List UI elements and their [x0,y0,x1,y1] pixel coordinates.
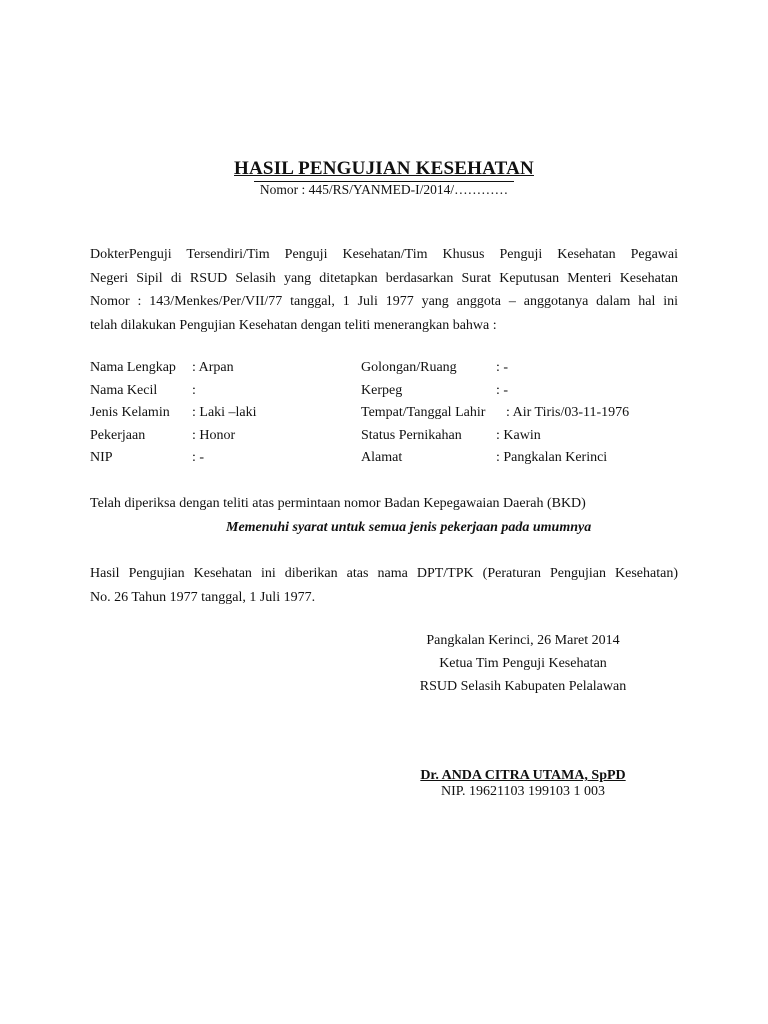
intro-line: Nomor : 143/Menkes/Per/VII/77 tanggal, 1 Juli 1977 yang anggota – anggotanya dalam hal ini [90,294,678,309]
field-label: NIP [90,450,113,465]
field-value: : - [496,360,509,375]
field-label: Status Pernikahan [361,427,462,443]
signer-institution: RSUD Selasih Kabupaten Pelalawan [419,679,627,694]
field-value: : Laki –laki [192,405,257,420]
title-block [0,158,768,180]
field-value: : Kawin [496,427,541,443]
field-value: : - [192,450,205,465]
identity-row [90,402,690,425]
field-value: : Air Tiris/03-11-1976 [506,405,630,420]
intro-line: Negeri Sipil di RSUD Selasih yang ditetapkan berdasarkan Surat Keputusan Menteri Kesehatan [90,270,678,286]
field-label: Kerpeg [361,382,403,398]
result-statement: Memenuhi syarat untuk semua jenis pekerjaan pada umumnya [226,520,592,535]
field-label: Jenis Kelamin [90,405,170,420]
identity-row [90,447,690,470]
intro-paragraph [90,243,678,337]
signer-nip: NIP. 19621103 199103 1 003 [441,784,605,799]
field-value: : Honor [192,427,236,443]
intro-line: telah dilakukan Pengujian Kesehatan dengan teliti menerangkan bahwa : [90,317,497,333]
identity-row [90,357,690,380]
document-title: HASIL PENGUJIAN KESEHATAN [234,158,534,179]
identity-row [90,380,690,403]
identity-table [90,357,690,470]
signature-block [398,629,648,698]
field-value: : Pangkalan Kerinci [496,450,608,465]
signer-name: Dr. ANDA CITRA UTAMA, SpPD [420,768,626,783]
field-label: Alamat [361,450,403,465]
document-number: Nomor : 445/RS/YANMED-I/2014/………… [254,181,514,198]
intro-line: DokterPenguji Tersendiri/Tim Penguji Kesehatan/Tim Khusus Penguji Kesehatan Pegawai [90,247,678,262]
place-date: Pangkalan Kerinci, 26 Maret 2014 [426,633,620,648]
field-value: : - [496,382,509,398]
identity-row [90,425,690,448]
nomor-block [0,181,768,199]
closing-paragraph [90,562,678,609]
field-value: : Arpan [192,360,234,375]
field-label: Pekerjaan [90,427,146,443]
examined-statement: Telah diperiksa dengan teliti atas permintaan nomor Badan Kepegawaian Daerah (BKD) [90,496,586,511]
field-value: : [192,382,196,398]
field-label: Nama Lengkap [90,360,176,375]
closing-line: No. 26 Tahun 1977 tanggal, 1 Juli 1977. [90,589,316,605]
field-label: Nama Kecil [90,382,158,398]
field-label: Tempat/Tanggal Lahir [361,405,486,420]
signer-role: Ketua Tim Penguji Kesehatan [439,656,607,671]
field-label: Golongan/Ruang [361,360,457,375]
closing-line: Hasil Pengujian Kesehatan ini diberikan atas nama DPT/TPK (Peraturan Pengujian Kesehatan) [90,566,678,581]
signer-block [398,768,648,800]
